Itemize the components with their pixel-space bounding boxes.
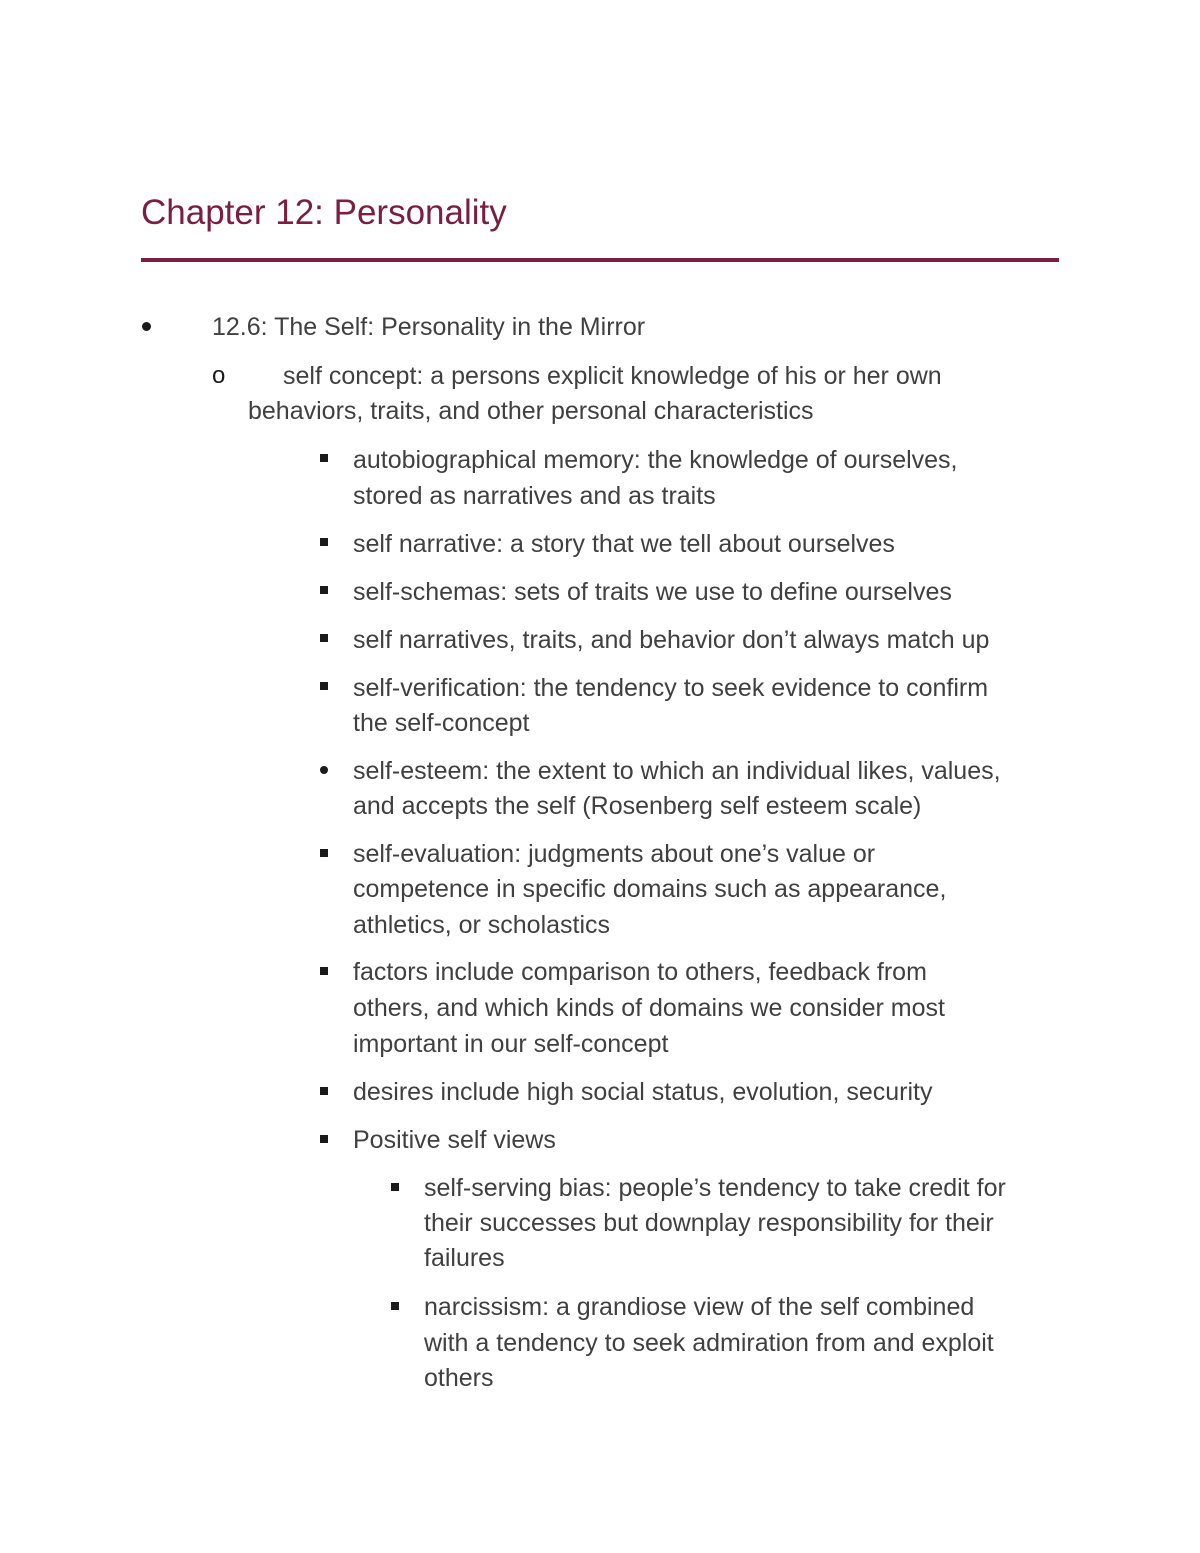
bullet-square-icon (320, 1087, 328, 1095)
list-item-line: desires include high social status, evolution, security (353, 1078, 933, 1106)
bullet-square-icon (320, 1135, 328, 1143)
bullet-square-icon (320, 538, 328, 546)
bullet-square-icon (320, 454, 328, 462)
concept-line-2: behaviors, traits, and other personal characteristics (248, 397, 814, 425)
list-item-line: self narrative: a story that we tell about ourselves (353, 530, 895, 558)
concept-line-1: self concept: a persons explicit knowledge of his or her own (283, 362, 942, 390)
sub-list-item-line: narcissism: a grandiose view of the self combined (424, 1293, 975, 1321)
list-item-line: self-esteem: the extent to which an individual likes, values, (353, 757, 1001, 785)
bullet-dot-icon (320, 766, 328, 774)
list-item-line: self-schemas: sets of traits we use to define ourselves (353, 578, 952, 606)
section-heading: 12.6: The Self: Personality in the Mirror (212, 313, 646, 341)
bullet-dot-icon (142, 322, 151, 331)
list-item-line: the self-concept (353, 709, 530, 737)
bullet-square-icon (391, 1302, 399, 1310)
list-item-line: self-verification: the tendency to seek evidence to confirm (353, 674, 989, 702)
list-item-line: others, and which kinds of domains we consider most (353, 994, 945, 1022)
list-item-line: factors include comparison to others, feedback from (353, 958, 927, 986)
list-item-line: athletics, or scholastics (353, 911, 611, 939)
list-item-line: important in our self-concept (353, 1030, 669, 1058)
sub-list-item-line: with a tendency to seek admiration from and exploit (424, 1329, 994, 1357)
list-item-line: stored as narratives and as traits (353, 482, 716, 510)
list-item-line: self-evaluation: judgments about one’s value or (353, 840, 876, 868)
page-title: Chapter 12: Personality (141, 193, 507, 232)
bullet-square-icon (391, 1183, 399, 1191)
bullet-square-icon (320, 682, 328, 690)
list-item-line: autobiographical memory: the knowledge of ourselves, (353, 446, 958, 474)
list-item-line: self narratives, traits, and behavior don’t always match up (353, 626, 990, 654)
bullet-square-icon (320, 967, 328, 975)
bullet-circle-icon: o (212, 362, 226, 389)
sub-list-item-line: failures (424, 1244, 505, 1272)
title-underline (141, 258, 1059, 262)
sub-list-item-line: self-serving bias: people’s tendency to take credit for (424, 1174, 1006, 1202)
sub-list-item-line: their successes but downplay responsibility for their (424, 1209, 994, 1237)
list-item-line: Positive self views (353, 1126, 556, 1154)
sub-list-item-line: others (424, 1364, 494, 1392)
bullet-square-icon (320, 634, 328, 642)
bullet-square-icon (320, 586, 328, 594)
list-item-line: and accepts the self (Rosenberg self esteem scale) (353, 792, 922, 820)
bullet-square-icon (320, 849, 328, 857)
list-item-line: competence in specific domains such as appearance, (353, 875, 947, 903)
